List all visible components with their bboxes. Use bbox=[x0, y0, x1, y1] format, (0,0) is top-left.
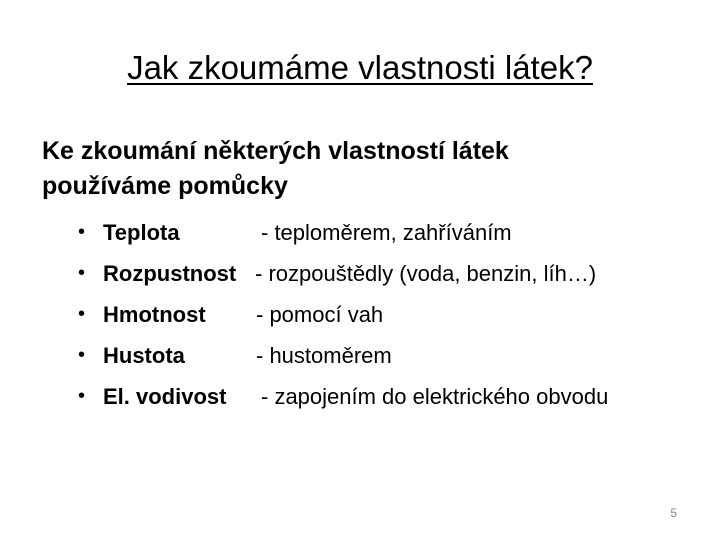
slide-title: Jak zkoumáme vlastnosti látek? bbox=[127, 49, 593, 86]
property-description: - zapojením do elektrického obvodu bbox=[261, 384, 609, 409]
intro-line-1: Ke zkoumání některých vlastností látek bbox=[42, 137, 509, 165]
property-description: - hustoměrem bbox=[256, 343, 392, 368]
slide-number: 5 bbox=[670, 506, 677, 520]
property-term: El. vodivost bbox=[103, 384, 227, 409]
bullet-icon: • bbox=[78, 385, 86, 407]
intro-text bbox=[42, 134, 682, 204]
property-description: - pomocí vah bbox=[256, 302, 384, 327]
bullet-icon: • bbox=[78, 262, 86, 284]
bullet-icon: • bbox=[78, 303, 86, 325]
list-item bbox=[78, 212, 708, 253]
list-item bbox=[78, 335, 708, 376]
list-item bbox=[78, 294, 708, 335]
list-item bbox=[78, 376, 708, 417]
property-term: Hustota bbox=[103, 343, 185, 368]
bullet-icon: • bbox=[78, 344, 86, 366]
intro-line-2: používáme pomůcky bbox=[42, 172, 288, 200]
list-item bbox=[78, 253, 708, 294]
property-description: - rozpouštědly (voda, benzin, líh…) bbox=[255, 261, 597, 286]
bullet-icon: • bbox=[78, 221, 86, 243]
property-description: - teploměrem, zahříváním bbox=[261, 220, 512, 245]
property-term: Teplota bbox=[103, 220, 180, 245]
properties-list bbox=[78, 212, 708, 417]
property-term: Hmotnost bbox=[103, 302, 206, 327]
property-term: Rozpustnost bbox=[103, 261, 237, 286]
